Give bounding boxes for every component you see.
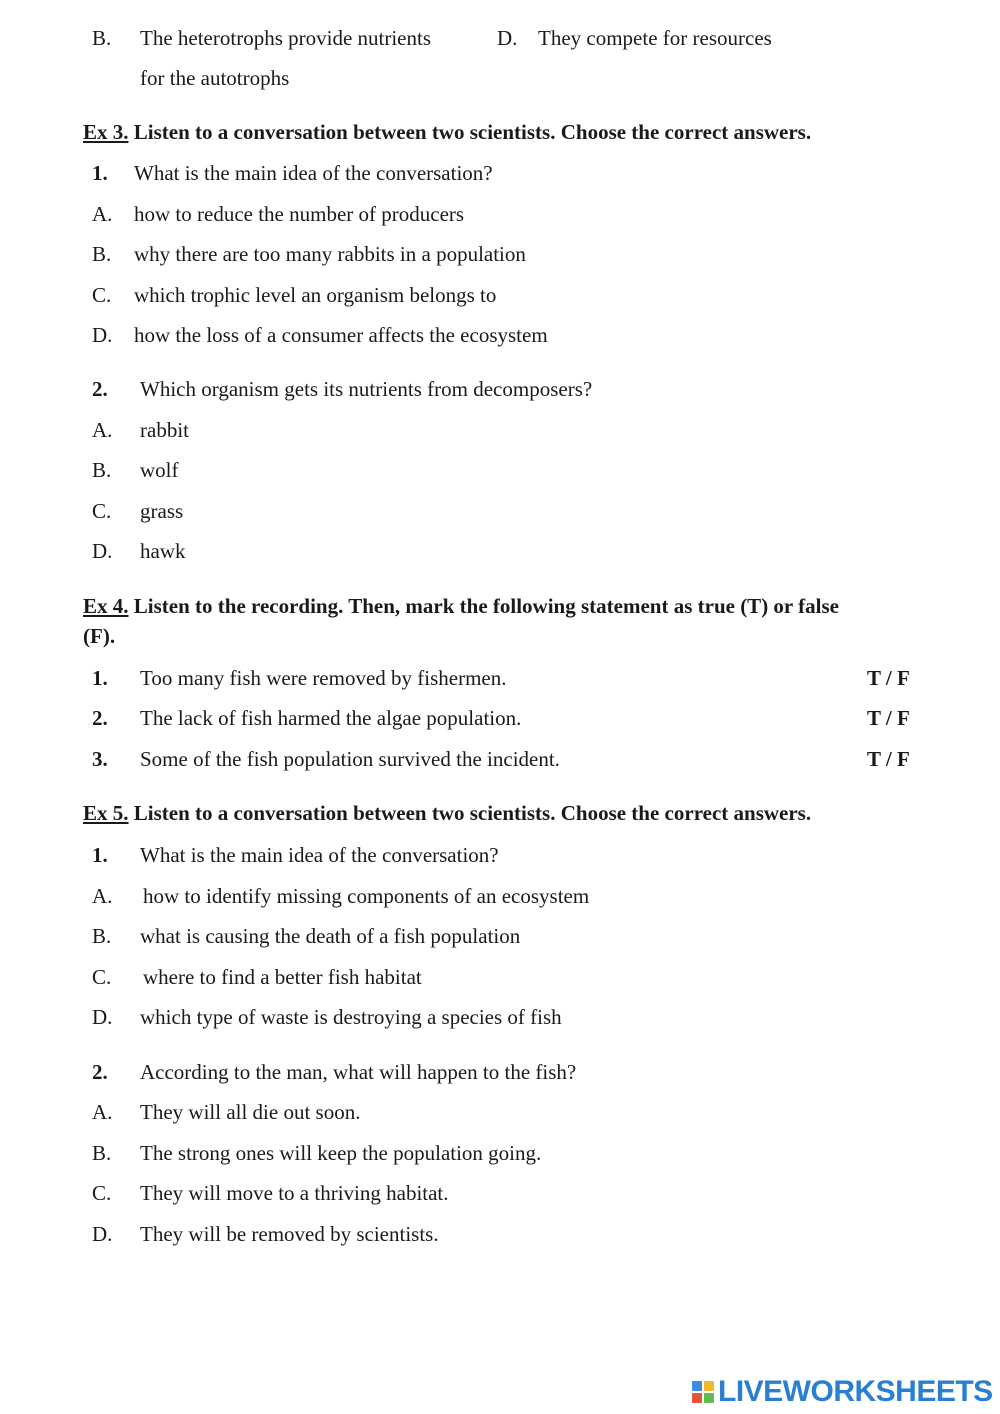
ex5-q2-option-letter: D. xyxy=(92,1222,113,1246)
ex3-heading xyxy=(83,122,811,143)
ex3-q2-option-a[interactable]: rabbit xyxy=(140,418,189,442)
ex5-q1-number: 1. xyxy=(92,843,108,867)
ex3-q1-option-letter: D. xyxy=(92,323,113,347)
logo-square xyxy=(704,1381,714,1391)
ex4-statement-number: 2. xyxy=(92,706,108,730)
ex5-q2-number: 2. xyxy=(92,1060,108,1084)
ex5-q1-option-letter: B. xyxy=(92,924,112,948)
ex4-statement-3: Some of the fish population survived the incident. xyxy=(140,747,560,771)
ex5-q2-option-letter: C. xyxy=(92,1181,112,1205)
ex3-q1-option-a[interactable]: how to reduce the number of producers xyxy=(134,202,465,226)
ex5-q1-option-c[interactable]: where to find a better fish habitat xyxy=(143,965,422,989)
ex5-q2-option-a[interactable]: They will all die out soon. xyxy=(140,1100,361,1124)
carryover-option-b-letter: B. xyxy=(92,26,112,50)
ex3-q1-option-b[interactable]: why there are too many rabbits in a population xyxy=(134,242,526,266)
ex5-q1-option-d[interactable]: which type of waste is destroying a species of fish xyxy=(140,1005,562,1029)
ex5-q1-option-letter: D. xyxy=(92,1005,113,1029)
ex5-q2-option-letter: A. xyxy=(92,1100,113,1124)
ex5-q1-option-b[interactable]: what is causing the death of a fish population xyxy=(140,924,521,948)
carryover-option-b-text-cont: for the autotrophs xyxy=(140,66,290,90)
logo-grid-icon xyxy=(692,1381,714,1403)
ex3-q2-option-letter: D. xyxy=(92,539,113,563)
ex4-statement-1-true-false[interactable]: T / F xyxy=(867,666,910,690)
ex5-heading xyxy=(83,803,811,824)
ex3-q2-option-letter: A. xyxy=(92,418,113,442)
ex3-q2-option-c[interactable]: grass xyxy=(140,499,184,523)
ex3-q1-text: What is the main idea of the conversation? xyxy=(134,161,493,185)
ex5-label: Ex 5. xyxy=(83,801,129,825)
ex3-q1-option-letter: B. xyxy=(92,242,112,266)
carryover-option-d-letter: D. xyxy=(497,26,518,50)
ex3-q1-option-letter: A. xyxy=(92,202,113,226)
ex3-q2-text: Which organism gets its nutrients from decomposers? xyxy=(140,377,593,401)
ex5-q1-text: What is the main idea of the conversation? xyxy=(140,843,499,867)
ex3-q2-option-d[interactable]: hawk xyxy=(140,539,186,563)
ex4-instruction: Listen to the recording. Then, mark the following statement as true (T) or false xyxy=(133,594,839,618)
ex4-statement-2-true-false[interactable]: T / F xyxy=(867,706,910,730)
brand-name: LIVEWORKSHEETS xyxy=(718,1375,993,1408)
ex5-q2-option-b[interactable]: The strong ones will keep the population going. xyxy=(140,1141,542,1165)
ex4-statement-number: 1. xyxy=(92,666,108,690)
ex3-q2-option-b[interactable]: wolf xyxy=(140,458,179,482)
ex5-q2-option-c[interactable]: They will move to a thriving habitat. xyxy=(140,1181,449,1205)
ex3-q2-option-letter: B. xyxy=(92,458,112,482)
carryover-option-d-text: They compete for resources xyxy=(538,26,772,50)
ex5-q1-option-letter: A. xyxy=(92,884,113,908)
ex4-heading xyxy=(83,596,839,617)
ex3-label: Ex 3. xyxy=(83,120,129,144)
logo-square xyxy=(692,1393,702,1403)
ex5-q2-option-d[interactable]: They will be removed by scientists. xyxy=(140,1222,439,1246)
ex5-q1-option-letter: C. xyxy=(92,965,112,989)
ex5-instruction: Listen to a conversation between two scientists. Choose the correct answers. xyxy=(133,801,812,825)
liveworksheets-logo xyxy=(692,1376,993,1408)
ex5-q1-option-a[interactable]: how to identify missing components of an ecosystem xyxy=(143,884,590,908)
ex4-statement-2: The lack of fish harmed the algae population. xyxy=(140,706,522,730)
ex3-q1-option-letter: C. xyxy=(92,283,112,307)
ex3-q1-number: 1. xyxy=(92,161,108,185)
ex5-q2-option-letter: B. xyxy=(92,1141,112,1165)
ex3-q1-option-c[interactable]: which trophic level an organism belongs to xyxy=(134,283,497,307)
ex3-instruction: Listen to a conversation between two scientists. Choose the correct answers. xyxy=(133,120,812,144)
ex3-q2-option-letter: C. xyxy=(92,499,112,523)
ex4-instruction-cont: (F). xyxy=(83,624,116,648)
logo-square xyxy=(704,1393,714,1403)
ex3-q2-number: 2. xyxy=(92,377,108,401)
ex4-label: Ex 4. xyxy=(83,594,129,618)
ex4-statement-3-true-false[interactable]: T / F xyxy=(867,747,910,771)
carryover-option-b-text: The heterotrophs provide nutrients xyxy=(140,26,432,50)
ex4-statement-number: 3. xyxy=(92,747,108,771)
logo-square xyxy=(692,1381,702,1391)
ex3-q1-option-d[interactable]: how the loss of a consumer affects the ecosystem xyxy=(134,323,548,347)
ex5-q2-text: According to the man, what will happen to the fish? xyxy=(140,1060,577,1084)
ex4-statement-1: Too many fish were removed by fishermen. xyxy=(140,666,507,690)
